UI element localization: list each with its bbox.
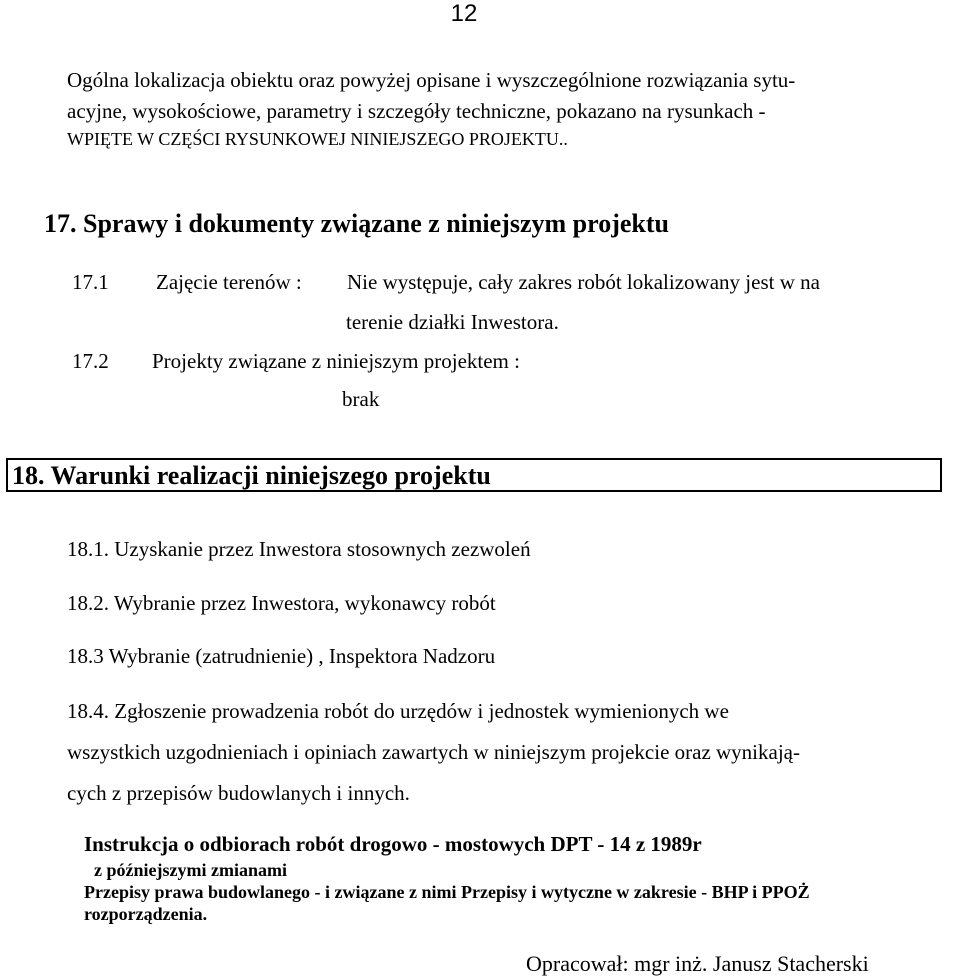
item-18-2: 18.2. Wybranie przez Inwestora, wykonawcy robót	[67, 591, 496, 615]
item-17-2-label: Projekty związane z niniejszym projektem :	[152, 349, 520, 373]
intro-line-1: Ogólna lokalizacja obiektu oraz powyżej opisane i wyszczególnione rozwiązania sytu-	[67, 68, 796, 92]
reference-instruction: Instrukcja o odbiorach robót drogowo - mostowych DPT - 14 z 1989r	[84, 832, 702, 856]
item-17-2-value: brak	[342, 387, 380, 411]
item-17-1-number: 17.1	[72, 270, 109, 294]
item-18-4-line-3: cych z przepisów budowlanych i innych.	[67, 781, 410, 805]
reference-regulations-line-2: rozporządzenia.	[84, 904, 208, 924]
reference-regulations-line-1: Przepisy prawa budowlanego - i związane z nimi Przepisy i wytyczne w zakresie - BHP i PPOŻ	[84, 882, 810, 902]
item-18-3: 18.3 Wybranie (zatrudnienie) , Inspektora Nadzoru	[67, 644, 496, 668]
section-17-title: 17. Sprawy i dokumenty związane z niniejszym projektu	[44, 209, 669, 238]
item-18-4-line-1: 18.4. Zgłoszenie prowadzenia robót do urzędów i jednostek wymienionych we	[67, 699, 729, 723]
intro-line-2: acyjne, wysokościowe, parametry i szczegóły techniczne, pokazano na rysunkach -	[67, 99, 766, 123]
reference-amendments: z późniejszymi zmianami	[94, 860, 287, 880]
item-17-1-label: Zajęcie terenów :	[156, 270, 302, 294]
intro-line-3: WPIĘTE W CZĘŚCI RYSUNKOWEJ NINIEJSZEGO PROJEKTU..	[67, 129, 568, 149]
item-18-1: 18.1. Uzyskanie przez Inwestora stosownych zezwoleń	[67, 537, 531, 561]
author-signature: Opracował: mgr inż. Janusz Stacherski	[526, 951, 869, 976]
section-18-title: 18. Warunki realizacji niniejszego projektu	[12, 461, 491, 490]
page-number: 12	[450, 0, 478, 27]
item-18-4-line-2: wszystkich uzgodnieniach i opiniach zawartych w niniejszym projekcie oraz wynikają-	[67, 740, 800, 764]
item-17-1-text-2: terenie działki Inwestora.	[346, 310, 559, 334]
item-17-1-text-1: Nie występuje, cały zakres robót lokalizowany jest w na	[347, 270, 820, 294]
item-17-2-number: 17.2	[72, 349, 109, 373]
